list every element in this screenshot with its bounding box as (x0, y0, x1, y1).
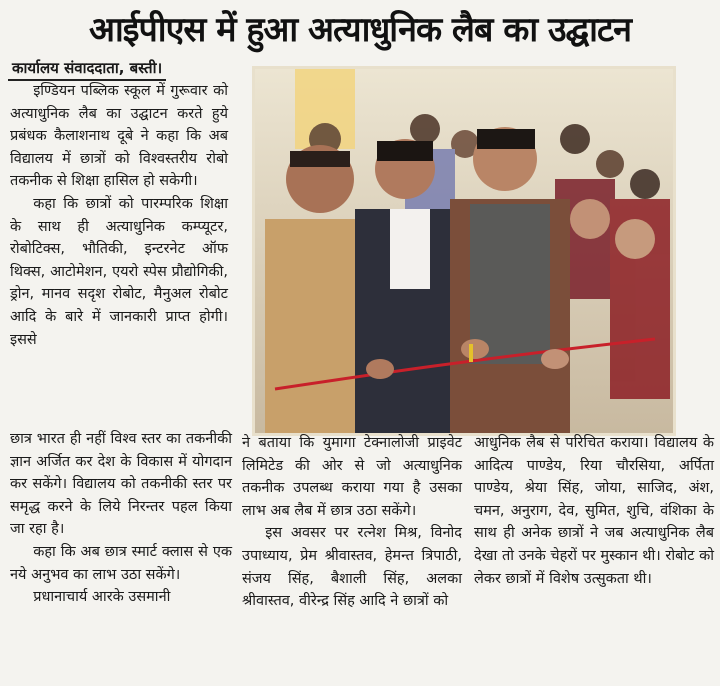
byline-container (8, 58, 166, 81)
paragraph-technology-continued: छात्र भारत ही नहीं विश्व स्तर का तकनीकी ज्ञान अर्जित कर देश के विकास में योगदान कर सकेंगे। विद्यालय को तकनीकी स्तर पर समृद्ध करने के लिये निरन्तर पहल किया जा रहा है। (10, 431, 232, 538)
paragraph-smart-class: कहा कि अब छात्र स्मार्ट क्लास से एक नये अनुभव का लाभ उठा सकेंगे। (10, 543, 232, 583)
byline: कार्यालय संवाददाता, बस्ती। (8, 58, 166, 81)
paragraph-occasion: इस अवसर पर रत्नेश मिश्र, विनोद उपाध्याय, प्रेम श्रीवास्तव, हेमन्त त्रिपाठी, संजय सिंह, बैशाली सिंह, अलका श्रीवास्तव, वीरेन्द्र सिंह आदि ने छात्रों को (242, 525, 462, 610)
article-column-1-upper (10, 80, 228, 351)
article-column-2 (242, 432, 462, 613)
paragraph-students: आधुनिक लैब से परिचित कराया। विद्यालय के आदित्य पाण्डेय, रिया चौरसिया, अर्पिता पाण्डेय, श्रेया सिंह, जोया, साजिद, अंश, चमन, अनुराग, देव, सुमित, शुचि, वंशिका के साथ ही अनेक छात्रों ने जब अत्याधुनिक लैब देखा तो उनके चेहरों पर मुस्कान थी। रोबोट को लेकर छात्रों में विशेष उत्सुकता थी। (474, 435, 714, 587)
photo-image (255, 69, 673, 433)
paragraph-principal: प्रधानाचार्य आरके उसमानी (33, 589, 171, 606)
inauguration-photo (252, 66, 676, 436)
headline: आईपीएस में हुआ अत्याधुनिक लैब का उद्घाटन (89, 10, 631, 50)
article-column-1-lower (10, 428, 232, 609)
paragraph-technology: कहा कि छात्रों को पारम्परिक शिक्षा के साथ ही अत्याधुनिक कम्प्यूटर, रोबोटिक्स, भौतिकी, इन्टरनेट ऑफ थिक्स, आटोमेशन, एयरो स्पेस प्रौद्योगिकी, ड्रोन, मानव सदृश रोबोट, मैनुअल रोबोट आदि के बारे में जानकारी प्राप्त होगी। इससे (10, 195, 228, 348)
paragraph-intro: इण्डियन पब्लिक स्कूल में गुरूवार को अत्याधुनिक लैब का उद्घाटन करते हुये प्रबंधक कैलाशनाथ दूबे ने कहा कि अब विद्यालय में छात्रों को विश्वस्तरीय रोबो तकनीक से शिक्षा हासिल हो सकेगी। (10, 83, 228, 190)
paragraph-principal-continued: ने बताया कि युमागा टेक्नालोजी प्राइवेट लिमिटेड की ओर से जो अत्याधुनिक तकनीक उपलब्ध कराया गया है उसका लाभ अब लैब में छात्र उठा सकेंगे। (242, 435, 462, 519)
article-column-3 (474, 432, 714, 590)
